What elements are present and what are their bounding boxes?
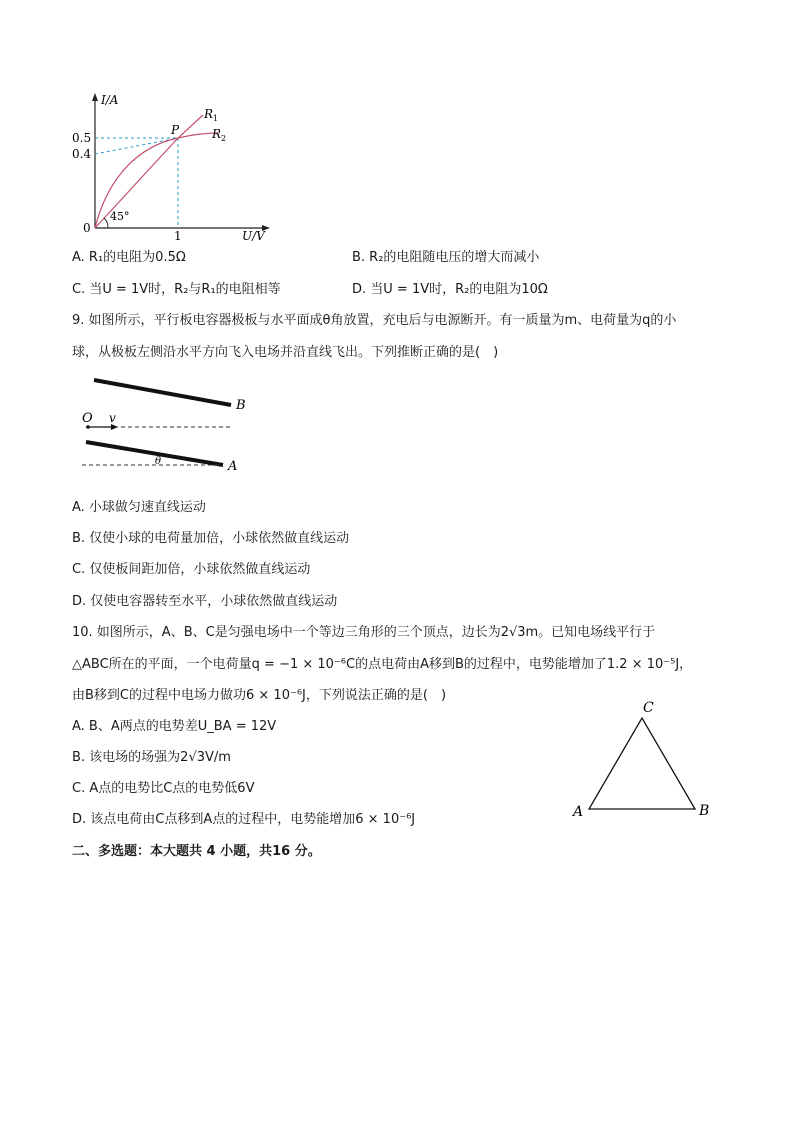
q10-stem-line3: 由B移到C的过程中电场力做功6 × 10⁻⁶J，下列说法正确的是( ) bbox=[72, 688, 447, 703]
q9-stem-line1: 9. 如图所示，平行板电容器极板与水平面成θ角放置，充电后与电源断开。有一质量为m、电荷量为q的小 bbox=[72, 313, 677, 328]
q8-option-c: C. 当U = 1V时，R₂与R₁的电阻相等 bbox=[72, 282, 281, 297]
q9-option-b: B. 仅使小球的电荷量加倍，小球依然做直线运动 bbox=[72, 531, 350, 546]
q8-option-b: B. R₂的电阻随电压的增大而减小 bbox=[352, 250, 540, 265]
y-axis-label: I/A bbox=[101, 93, 119, 107]
curve-r2-label: $R_2$ bbox=[212, 127, 227, 143]
q9-option-d: D. 仅使电容器转至水平，小球依然做直线运动 bbox=[72, 594, 338, 609]
q10-option-b: B. 该电场的场强为2√3V/m bbox=[72, 750, 231, 765]
capacitor-figure bbox=[78, 372, 258, 477]
q8-option-d: D. 当U = 1V时，R₂的电阻为10Ω bbox=[352, 282, 548, 297]
label-v: v bbox=[109, 411, 116, 425]
y-tick-05: 0.5 bbox=[72, 131, 92, 145]
label-theta: θ bbox=[155, 456, 162, 467]
triangle-abc bbox=[589, 718, 695, 809]
vertex-c-label: C bbox=[643, 700, 654, 716]
q10-option-a: A. B、A两点的电势差U_BA = 12V bbox=[72, 719, 277, 734]
q9-stem-line2: 球，从极板左侧沿水平方向飞入电场并沿直线飞出。下列推断正确的是( ) bbox=[72, 345, 499, 360]
label-b: B bbox=[236, 398, 246, 413]
q10-stem-line2: △ABC所在的平面，一个电荷量q = −1 × 10⁻⁶C的点电荷由A移到B的过程中，电势能增加了1.2 × 10⁻⁵J， bbox=[72, 657, 693, 672]
angle-label: 45° bbox=[110, 210, 130, 223]
x-tick-1: 1 bbox=[174, 229, 182, 243]
angle-arc bbox=[104, 218, 108, 228]
q9-option-c: C. 仅使板间距加倍，小球依然做直线运动 bbox=[72, 562, 311, 577]
q10-stem-line1: 10. 如图所示，A、B、C是匀强电场中一个等边三角形的三个顶点，边长为2√3m。已知电场线平行于 bbox=[72, 625, 656, 640]
plate-b bbox=[94, 380, 231, 405]
q10-option-d: D. 该点电荷由C点移到A点的过程中，电势能增加6 × 10⁻⁶J bbox=[72, 812, 416, 827]
vertex-a-label: A bbox=[573, 804, 584, 820]
y-axis-arrow bbox=[92, 93, 98, 101]
q9-option-a: A. 小球做匀速直线运动 bbox=[72, 500, 206, 515]
y-tick-04: 0.4 bbox=[72, 147, 92, 161]
curve-r1-label: $R_1$ bbox=[204, 107, 219, 123]
q10-option-c: C. A点的电势比C点的电势低6V bbox=[72, 781, 255, 796]
triangle-figure bbox=[568, 696, 718, 826]
q8-option-a: A. R₁的电阻为0.5Ω bbox=[72, 250, 186, 265]
label-a: A bbox=[228, 459, 238, 474]
label-o: O bbox=[82, 411, 93, 426]
point-p-label: P bbox=[171, 123, 180, 137]
section2-heading: 二、多选题：本大题共 4 小题，共16 分。 bbox=[72, 844, 321, 859]
iu-graph bbox=[70, 88, 280, 248]
origin-label: 0 bbox=[83, 221, 91, 235]
x-axis-label: U/V bbox=[242, 229, 265, 243]
vertex-b-label: B bbox=[699, 803, 710, 819]
